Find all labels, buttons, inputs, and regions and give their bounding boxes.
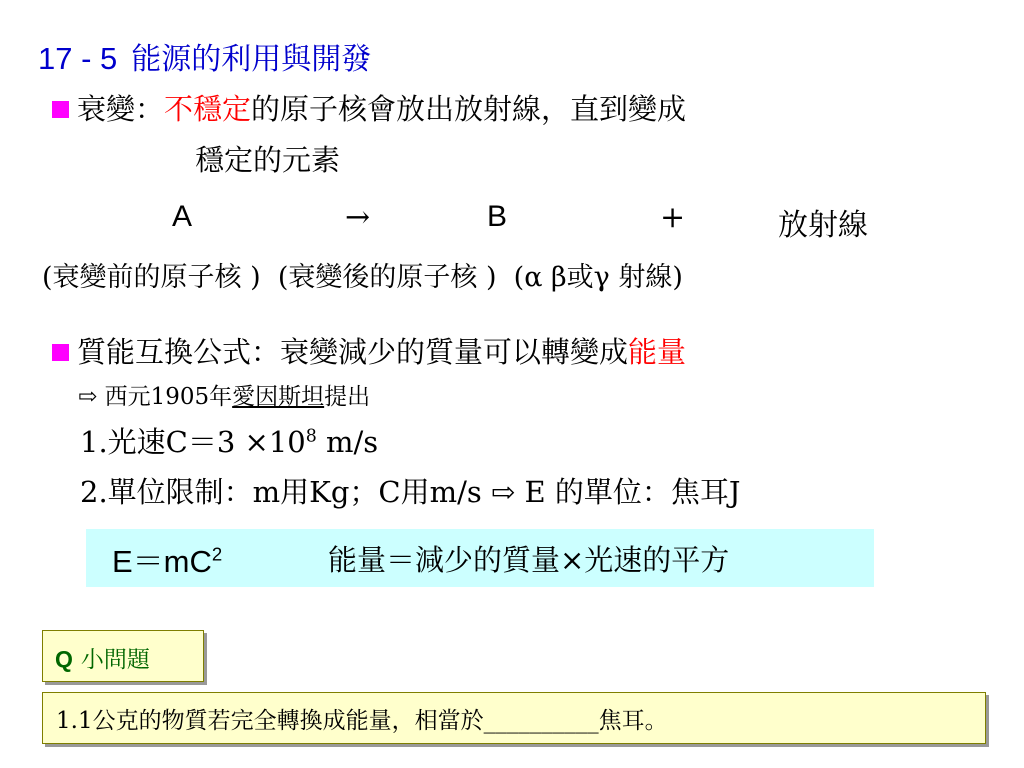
decay-rest: 的原子核會放出放射線，直到變成	[251, 92, 687, 126]
question-title: 小問題	[80, 647, 150, 673]
section-title: 能源的利用與開發	[131, 42, 372, 77]
decay-line	[52, 87, 686, 128]
item1-unit: m/s	[316, 425, 379, 459]
history-line	[78, 378, 370, 411]
item1-text: 1.光速C＝3 ×10	[80, 425, 306, 459]
mass-energy-label: 質能互換公式：衰變減少的質量可以轉變成	[77, 335, 629, 369]
q-letter: Q	[55, 646, 73, 672]
eq-arrow: →	[345, 200, 371, 235]
square-bullet-icon	[52, 344, 69, 361]
decay-label: 衰變：	[77, 92, 165, 126]
desc-before: (衰變前的原子核 )	[42, 262, 261, 293]
eq-plus: +	[660, 200, 686, 235]
decay-continuation: 穩定的元素	[195, 143, 341, 177]
eq-a: A	[172, 200, 193, 233]
formula-emc: E＝mC	[112, 544, 212, 579]
energy-text: 能量	[628, 335, 687, 369]
unstable-text: 不穩定	[164, 92, 252, 126]
item-speed-of-light	[80, 420, 378, 461]
formula-description: 能量＝減少的質量×光速的平方	[328, 543, 730, 577]
formula-lhs	[112, 536, 222, 581]
einstein-name: 愛因斯坦	[232, 384, 325, 410]
page-title	[38, 34, 371, 78]
square-bullet-icon	[52, 101, 69, 118]
item-units: 2.單位限制：m用Kg；C用m/s ⇨ E 的單位：焦耳J	[80, 475, 741, 509]
desc-after: (衰變後的原子核 )	[277, 262, 497, 293]
formula-exponent: 2	[211, 543, 223, 565]
desc-rays: (α β或γ 射線)	[513, 262, 683, 293]
hollow-arrow-icon: ⇨	[78, 384, 98, 410]
mass-energy-line	[52, 330, 686, 371]
history-year: 西元1905年	[104, 384, 233, 410]
eq-rays: 放射線	[778, 208, 868, 243]
question-label	[55, 641, 150, 674]
section-number: 17 - 5	[38, 41, 118, 76]
history-post: 提出	[324, 384, 371, 410]
eq-b: B	[487, 200, 508, 233]
question-text: 1.1公克的物質若完全轉換成能量，相當於__________焦耳。	[56, 708, 668, 734]
item1-exponent: 8	[305, 426, 317, 447]
equation-descriptions	[42, 255, 683, 294]
